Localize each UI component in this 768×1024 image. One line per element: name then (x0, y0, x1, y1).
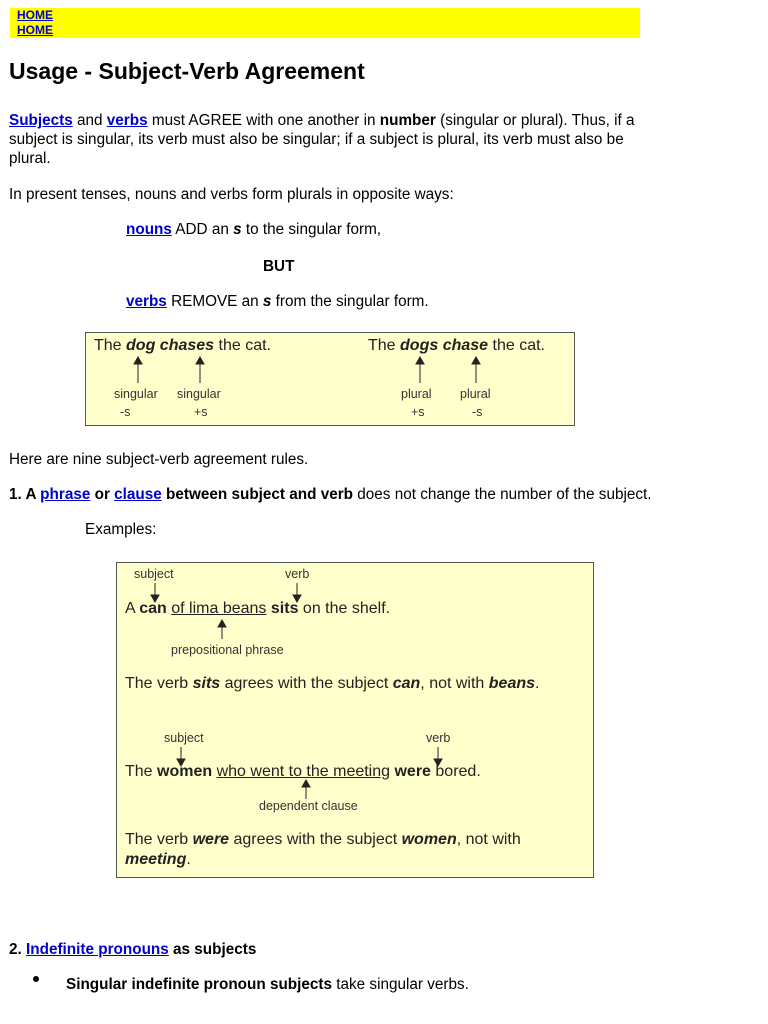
text: . (535, 675, 540, 692)
examples-label: Examples: (85, 521, 157, 538)
arrow-head-icon (472, 357, 480, 364)
text: as subjects (168, 941, 257, 958)
but-text: BUT (263, 258, 295, 275)
text: The (125, 763, 158, 780)
word-sits: sits (270, 600, 299, 617)
s-letter: s (262, 293, 272, 310)
text: The verb (125, 831, 193, 848)
text: agrees with the subject (220, 675, 393, 692)
verbs-link[interactable]: verbs (106, 112, 148, 129)
home-link-2[interactable]: HOME (17, 23, 53, 37)
text: must AGREE with one another in (147, 112, 380, 129)
sentence-women (125, 763, 481, 781)
s-letter: s (233, 221, 242, 238)
label-plural-1: plural (401, 387, 432, 401)
text: and (72, 112, 107, 129)
text: (singular or plural). Thus, if a (435, 112, 635, 129)
bullet-singular-indefinite (66, 975, 469, 994)
text: does not change the number of the subject. (353, 486, 652, 503)
explanation-were-2 (125, 851, 191, 869)
text: The (94, 337, 127, 354)
sentence-lima-beans (125, 600, 390, 618)
text: between subject and verb (161, 486, 354, 503)
word-sits: sits (192, 675, 221, 692)
word-chases: chases (159, 337, 215, 354)
text: The verb (125, 675, 193, 692)
label-minus-s-2: -s (472, 405, 483, 419)
nouns-link[interactable]: nouns (126, 221, 172, 238)
text: the cat. (488, 337, 545, 354)
label-plus-s-2: +s (411, 405, 425, 419)
word-dog: dog (126, 337, 156, 354)
rule-2 (9, 940, 256, 959)
dependent-clause: who went to the meeting (216, 763, 391, 780)
text: Singular indefinite pronoun subjects (66, 976, 333, 993)
word-can: can (139, 600, 167, 617)
clause-link[interactable]: clause (114, 486, 162, 503)
text: . (186, 851, 191, 868)
label-singular-1: singular (114, 387, 158, 401)
arrow-head-icon (218, 620, 226, 627)
arrow-head-icon (416, 357, 424, 364)
text: agrees with the subject (229, 831, 402, 848)
text: take singular verbs. (332, 976, 469, 993)
subjects-link[interactable]: Subjects (9, 112, 73, 129)
text: bored. (430, 763, 481, 780)
nine-rules-text: Here are nine subject-verb agreement rules. (9, 451, 309, 468)
text: , not with (420, 675, 489, 692)
nav-bar (10, 8, 640, 38)
word-were: were (192, 831, 230, 848)
word-meeting: meeting (125, 851, 187, 868)
phrase-link[interactable]: phrase (40, 486, 91, 503)
label-plural-2: plural (460, 387, 491, 401)
home-link[interactable]: HOME (17, 8, 53, 22)
text: from the singular form. (271, 293, 429, 310)
label-dependent-clause: dependent clause (259, 799, 358, 813)
text: REMOVE an (166, 293, 263, 310)
label-subject-2: subject (164, 731, 204, 745)
page-title: Usage - Subject-Verb Agreement (9, 58, 365, 84)
label-verb: verb (285, 567, 310, 581)
text: to the singular form, (241, 221, 382, 238)
arrow-head-icon (302, 780, 310, 787)
word-were: were (394, 763, 431, 780)
nouns-rule (126, 220, 381, 239)
text: A (125, 600, 140, 617)
text: the cat. (214, 337, 271, 354)
word-chase: chase (442, 337, 489, 354)
explanation-sits (125, 675, 539, 693)
label-minus-s-1: -s (120, 405, 131, 419)
label-prepositional-phrase: prepositional phrase (171, 643, 284, 657)
word-can: can (392, 675, 421, 692)
verbs-rule (126, 292, 429, 311)
rule-number: 2. (9, 941, 27, 958)
text: ADD an (171, 221, 234, 238)
bullet-icon (33, 976, 39, 982)
label-subject: subject (134, 567, 174, 581)
arrow-head-icon (134, 357, 142, 364)
text: The (368, 337, 401, 354)
word-women: women (157, 763, 213, 780)
word-women: women (401, 831, 457, 848)
rule-number: 1. A (9, 486, 41, 503)
prepositional-phrase: of lima beans (171, 600, 267, 617)
box1-arrows (86, 333, 574, 425)
example-box-phrases (116, 562, 594, 878)
explanation-were (125, 831, 521, 849)
text: , not with (456, 831, 521, 848)
verbs-link-2[interactable]: verbs (126, 293, 167, 310)
intro-line-3: plural. (9, 150, 51, 167)
text: on the shelf. (298, 600, 391, 617)
present-tense-text: In present tenses, nouns and verbs form plurals in opposite ways: (9, 186, 454, 203)
rule-1 (9, 485, 652, 504)
arrow-head-icon (196, 357, 204, 364)
intro-line-1 (9, 111, 635, 130)
example-box-singular-plural (85, 332, 575, 426)
text: or (90, 486, 115, 503)
label-plus-s-1: +s (194, 405, 208, 419)
intro-line-2: subject is singular, its verb must also be singular; if a subject is plural, its verb must also be (9, 131, 624, 148)
word-dogs: dogs (400, 337, 439, 354)
number-bold: number (379, 112, 436, 129)
indefinite-pronouns-link[interactable]: Indefinite pronouns (26, 941, 169, 958)
label-singular-2: singular (177, 387, 221, 401)
label-verb-2: verb (426, 731, 451, 745)
word-beans: beans (488, 675, 536, 692)
